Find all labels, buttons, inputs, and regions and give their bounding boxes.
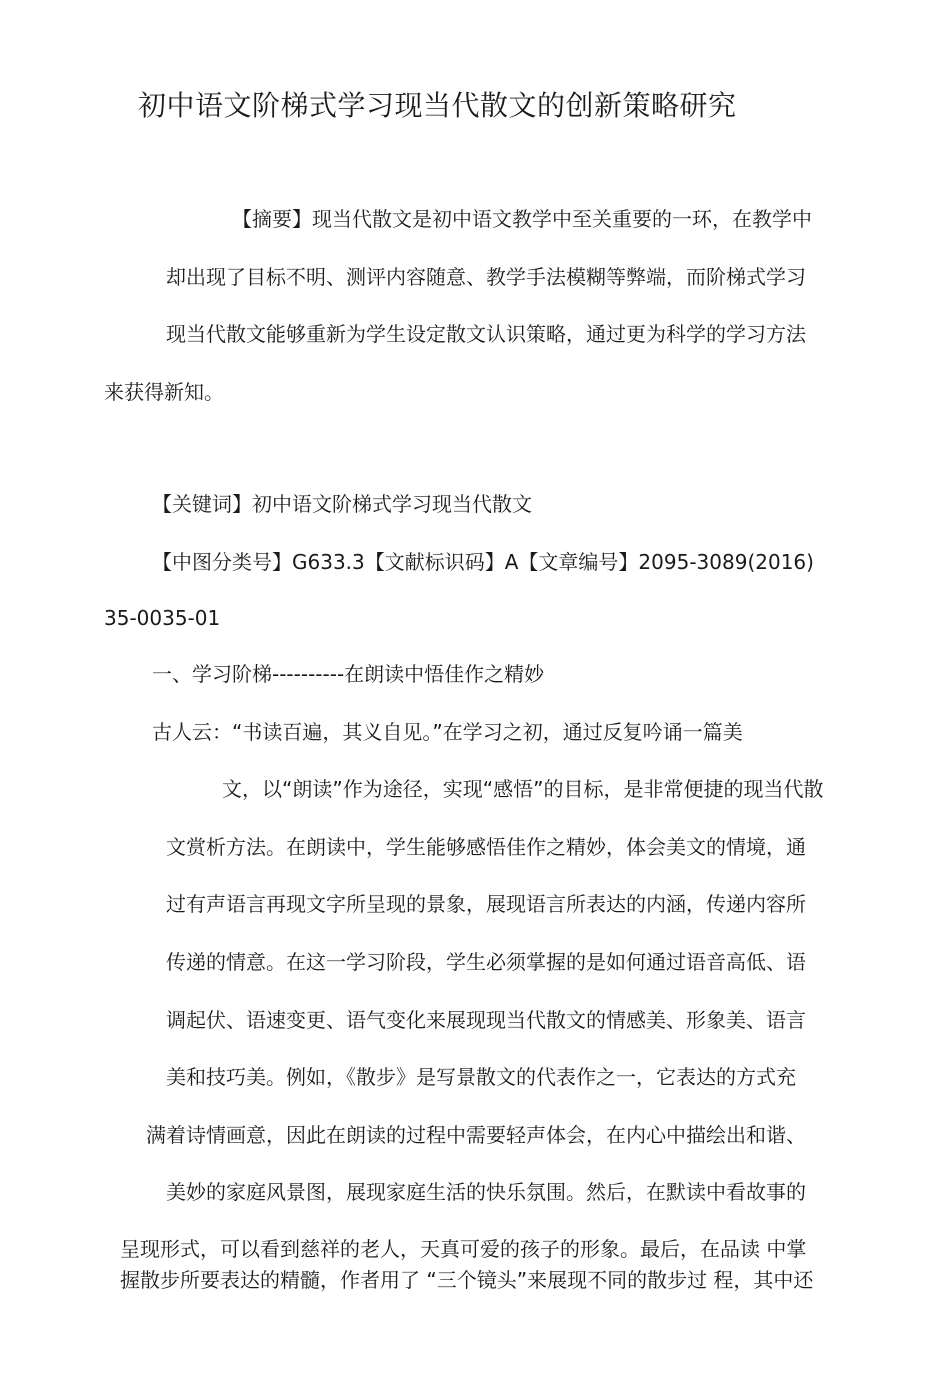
body-line: 美和技巧美。例如，《散步》是写景散文的代表作之一，它表达的方式充: [166, 1065, 796, 1089]
body-line: 握散步所要表达的精髓，作者用了 “三个镜头”来展现不同的散步过 程，其中还: [120, 1268, 814, 1292]
body-line: 呈现形式，可以看到慈祥的老人，天真可爱的孩子的形象。最后，在品读 中掌: [120, 1237, 807, 1261]
abstract-line: 现当代散文能够重新为学生设定散文认识策略，通过更为科学的学习方法: [166, 322, 806, 346]
body-line: 调起伏、语速变更、语气变化来展现现当代散文的情感美、形象美、语言: [166, 1008, 806, 1032]
abstract-line: 却出现了目标不明、测评内容随意、教学手法模糊等弊端，而阶梯式学习: [166, 265, 806, 289]
paper-title: 初中语文阶梯式学习现当代散文的创新策略研究: [138, 89, 737, 122]
body-line: 古人云：“书读百遍，其义自见。”在学习之初，通过反复吟诵一篇美: [152, 720, 743, 744]
body-line: 文，以“朗读”作为途径，实现“感悟”的目标，是非常便捷的现当代散: [222, 777, 824, 801]
body-line: 文赏析方法。在朗读中，学生能够感悟佳作之精妙，体会美文的情境，通: [166, 835, 806, 859]
body-line: 满着诗情画意，因此在朗读的过程中需要轻声体会，在内心中描绘出和谐、: [146, 1123, 806, 1147]
keywords: 【关键词】初中语文阶梯式学习现当代散文: [152, 492, 532, 516]
abstract-line: 【摘要】现当代散文是初中语文教学中至关重要的一环，在教学中: [232, 207, 812, 231]
body-line: 传递的情意。在这一学习阶段，学生必须掌握的是如何通过语音高低、语: [166, 950, 806, 974]
section-heading: 一、学习阶梯----------在朗读中悟佳作之精妙: [152, 662, 545, 686]
classification-line: 35-0035-01: [104, 606, 221, 630]
classification-line: 【中图分类号】G633.3【文献标识码】A【文章编号】2095-3089(2016): [152, 550, 814, 574]
abstract-line: 来获得新知。: [104, 380, 224, 404]
body-line: 美妙的家庭风景图，展现家庭生活的快乐氛围。然后，在默读中看故事的: [166, 1180, 806, 1204]
body-line: 过有声语言再现文字所呈现的景象，展现语言所表达的内涵，传递内容所: [166, 892, 806, 916]
